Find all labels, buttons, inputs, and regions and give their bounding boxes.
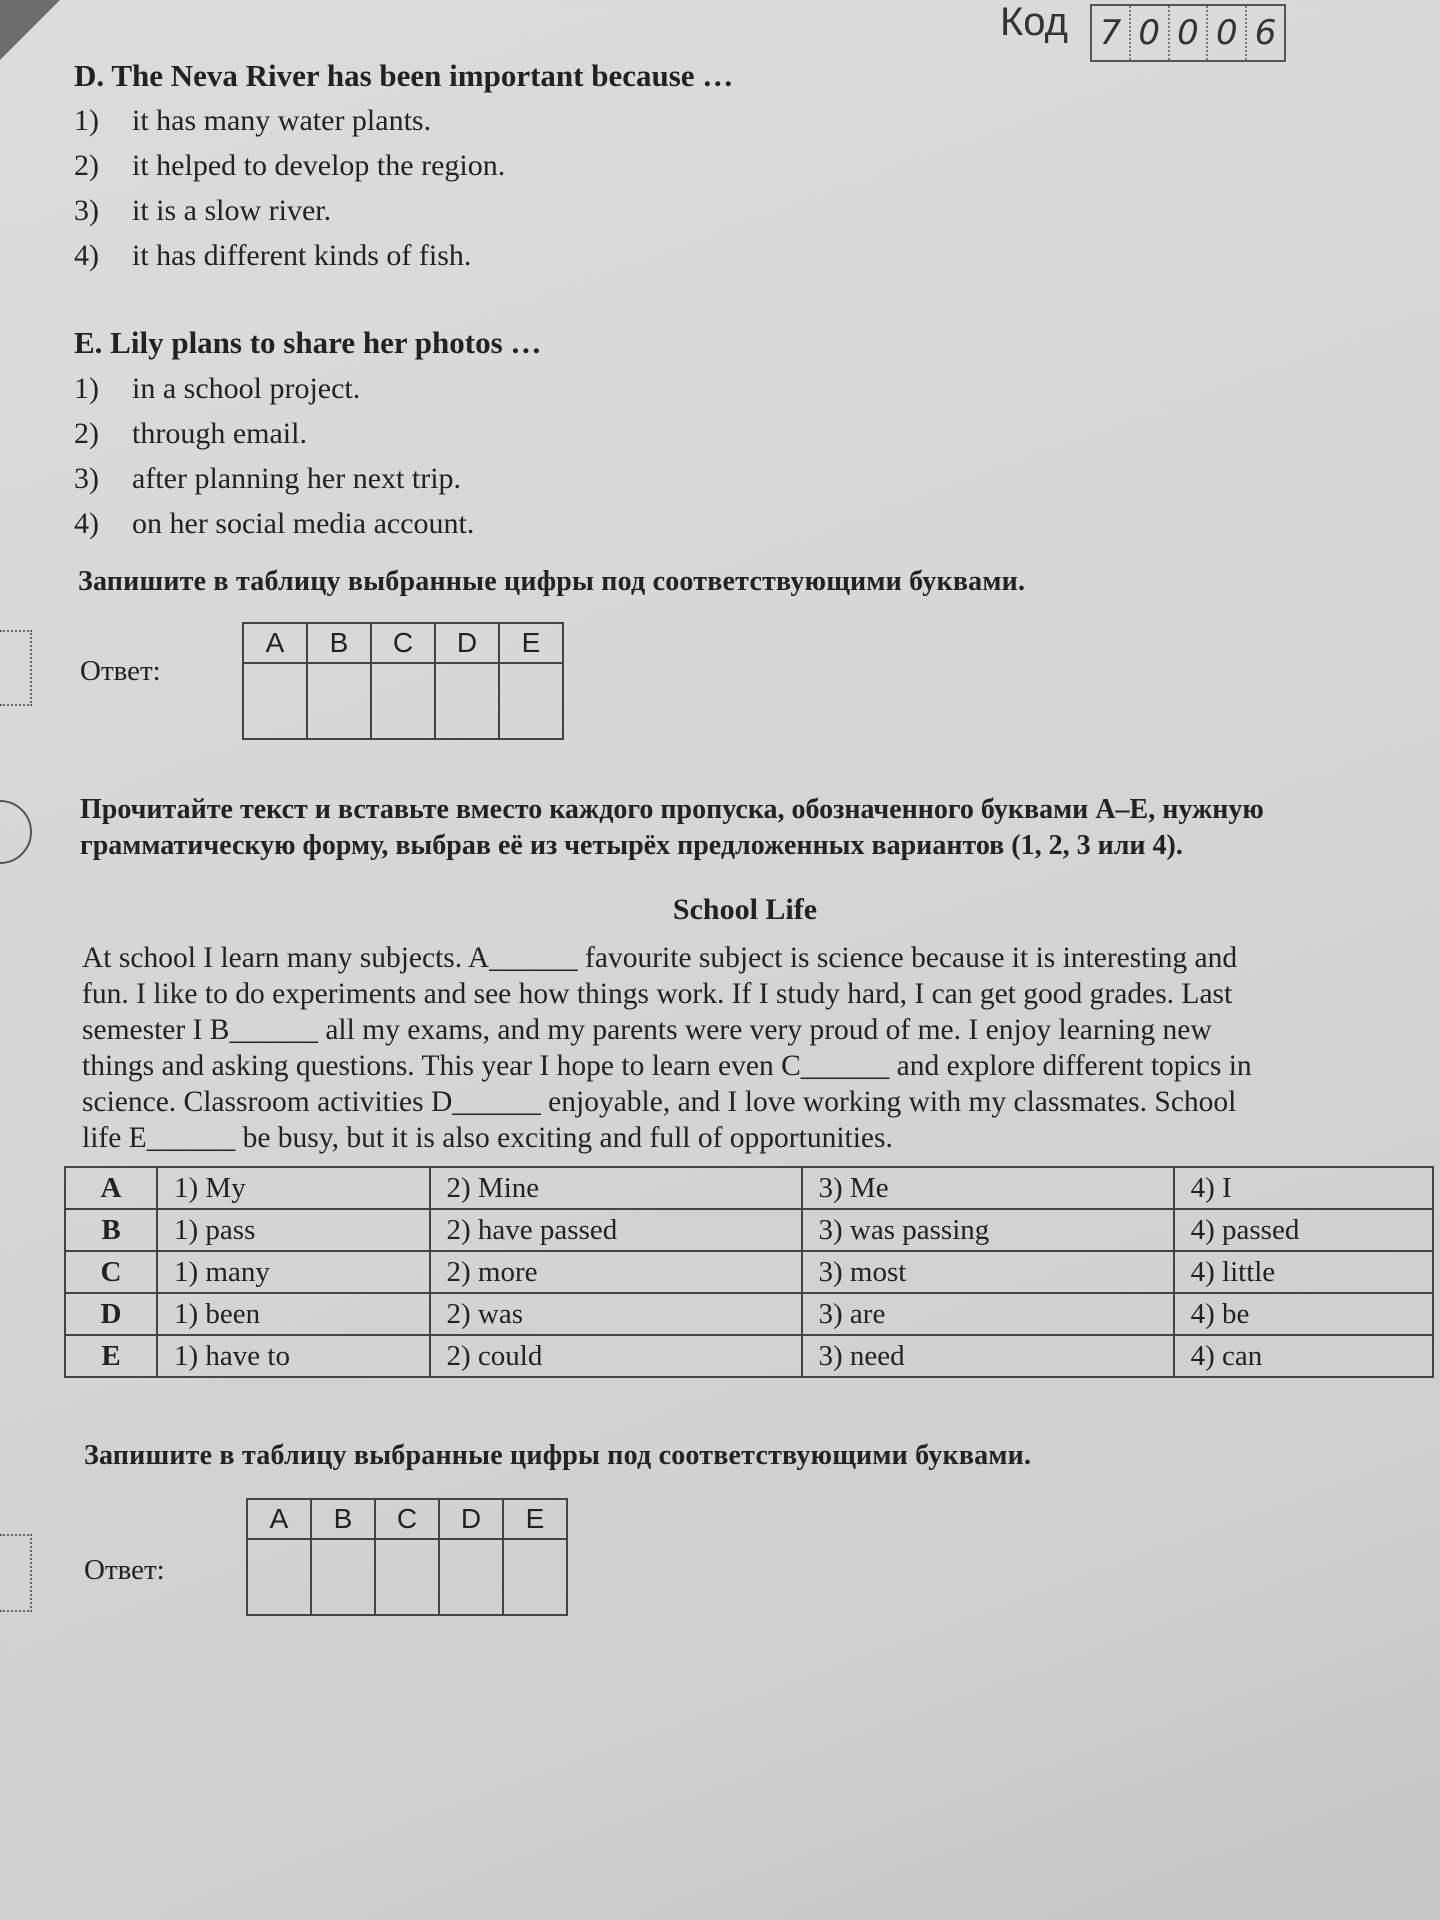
option-text: in a school project. xyxy=(132,372,361,405)
code-digit: 0 xyxy=(1131,6,1170,60)
choice-letter: A xyxy=(65,1167,157,1209)
option-text: through email. xyxy=(132,417,307,450)
choice-option: 3) are xyxy=(802,1293,1174,1335)
choices-row xyxy=(65,1335,1433,1377)
code-digit: 7 xyxy=(1092,6,1131,60)
story-line: fun. I like to do experiments and see how things work. If I study hard, I can get good grades. Last xyxy=(82,978,1233,1010)
option-item xyxy=(74,372,474,417)
code-digit: 6 xyxy=(1254,13,1277,53)
choice-letter: D xyxy=(65,1293,157,1335)
choice-option: 2) more xyxy=(430,1251,802,1293)
choice-option: 2) could xyxy=(430,1335,802,1377)
choice-option: 3) Me xyxy=(802,1167,1174,1209)
answer-cell[interactable] xyxy=(439,1539,503,1615)
option-text: it has different kinds of fish. xyxy=(132,239,472,272)
option-item xyxy=(74,507,474,552)
choice-option: 1) been xyxy=(157,1293,430,1335)
choice-option: 4) be xyxy=(1174,1293,1433,1335)
choice-option: 4) can xyxy=(1174,1335,1433,1377)
answer-letter: C xyxy=(371,623,435,663)
margin-score-box xyxy=(0,1534,32,1612)
answer-label: Ответ: xyxy=(80,655,161,687)
choices-table xyxy=(64,1166,1434,1378)
answer-letter: C xyxy=(375,1499,439,1539)
option-number: 1) xyxy=(74,104,99,137)
choice-option: 1) many xyxy=(157,1251,430,1293)
story-line: At school I learn many subjects. A______ favourite subject is science because it is interesting and xyxy=(82,942,1238,974)
choice-option: 1) have to xyxy=(157,1335,430,1377)
choice-option: 4) passed xyxy=(1174,1209,1433,1251)
answer-letter: D xyxy=(435,623,499,663)
answer-table xyxy=(246,1498,568,1616)
answer-cell[interactable] xyxy=(371,663,435,739)
question-e-options xyxy=(74,372,474,552)
choice-letter: E xyxy=(65,1335,157,1377)
story-line: semester I B______ all my exams, and my parents were very proud of me. I enjoy learning new xyxy=(82,1014,1212,1046)
choice-option: 3) was passing xyxy=(802,1209,1174,1251)
task-number-circle xyxy=(0,800,32,864)
answer-cell[interactable] xyxy=(247,1539,311,1615)
answer-cell[interactable] xyxy=(307,663,371,739)
choices-row xyxy=(65,1251,1433,1293)
story-line: things and asking questions. This year I hope to learn even C______ and explore different topics in xyxy=(82,1050,1252,1082)
answer-letter: B xyxy=(311,1499,375,1539)
option-text: it helped to develop the region. xyxy=(132,149,506,182)
story-line: science. Classroom activities D______ enjoyable, and I love working with my classmates. School xyxy=(82,1086,1237,1118)
choice-option: 2) have passed xyxy=(430,1209,802,1251)
option-item xyxy=(74,462,474,507)
task-instruction xyxy=(80,792,1380,864)
choice-letter: B xyxy=(65,1209,157,1251)
answer-cell[interactable] xyxy=(311,1539,375,1615)
option-number: 2) xyxy=(74,149,99,182)
page-corner-fold xyxy=(0,0,60,60)
code-digit: 0 xyxy=(1170,6,1209,60)
answer-instruction: Запишите в таблицу выбранные цифры под соответствующими буквами. xyxy=(84,1440,1032,1471)
task-instruction-line: грамматическую форму, выбрав её из четырёх предложенных вариантов (1, 2, 3 или 4). xyxy=(80,830,1183,861)
choices-row xyxy=(65,1293,1433,1335)
option-number: 2) xyxy=(74,417,99,450)
question-d-title: D. The Neva River has been important because … xyxy=(74,58,734,93)
question-d-options xyxy=(74,104,505,284)
option-item xyxy=(74,239,505,284)
answer-label: Ответ: xyxy=(84,1554,165,1586)
choice-option: 1) pass xyxy=(157,1209,430,1251)
answer-letter: B xyxy=(307,623,371,663)
choice-option: 3) need xyxy=(802,1335,1174,1377)
choices-row xyxy=(65,1167,1433,1209)
option-text: on her social media account. xyxy=(132,507,475,540)
option-item xyxy=(74,149,505,194)
answer-cell[interactable] xyxy=(243,663,307,739)
answer-cell[interactable] xyxy=(375,1539,439,1615)
choice-letter: C xyxy=(65,1251,157,1293)
code-digit: 0 xyxy=(1208,6,1247,60)
answer-cell[interactable] xyxy=(435,663,499,739)
option-item xyxy=(74,194,505,239)
story-title: School Life xyxy=(672,893,818,926)
question-e-title: E. Lily plans to share her photos … xyxy=(74,325,542,360)
task-instruction-line: Прочитайте текст и вставьте вместо каждого пропуска, обозначенного буквами A–E, нужную xyxy=(80,794,1264,825)
option-number: 3) xyxy=(74,194,99,227)
choices-row xyxy=(65,1209,1433,1251)
option-number: 4) xyxy=(74,507,99,540)
option-text: it has many water plants. xyxy=(132,104,432,137)
option-item xyxy=(74,104,505,149)
choice-option: 2) Mine xyxy=(430,1167,802,1209)
option-text: after planning her next trip. xyxy=(132,462,462,495)
choice-option: 4) I xyxy=(1174,1167,1433,1209)
answer-letter: E xyxy=(499,623,563,663)
option-item xyxy=(74,417,474,462)
option-number: 4) xyxy=(74,239,99,272)
choice-option: 3) most xyxy=(802,1251,1174,1293)
answer-cell[interactable] xyxy=(499,663,563,739)
answer-instruction: Запишите в таблицу выбранные цифры под соответствующими буквами. xyxy=(78,566,1026,597)
answer-cell[interactable] xyxy=(503,1539,567,1615)
answer-table xyxy=(242,622,564,740)
code-label: Код xyxy=(1000,0,1069,44)
option-number: 3) xyxy=(74,462,99,495)
option-number: 1) xyxy=(74,372,99,405)
choice-option: 4) little xyxy=(1174,1251,1433,1293)
answer-letter: A xyxy=(247,1499,311,1539)
story-text xyxy=(82,940,1392,1156)
story-line: life E______ be busy, but it is also exciting and full of opportunities. xyxy=(82,1122,893,1154)
margin-score-box xyxy=(0,630,32,706)
code-box xyxy=(1090,4,1286,62)
choice-option: 2) was xyxy=(430,1293,802,1335)
answer-letter: A xyxy=(243,623,307,663)
answer-letter: E xyxy=(503,1499,567,1539)
option-text: it is a slow river. xyxy=(132,194,332,227)
answer-letter: D xyxy=(439,1499,503,1539)
choice-option: 1) My xyxy=(157,1167,430,1209)
